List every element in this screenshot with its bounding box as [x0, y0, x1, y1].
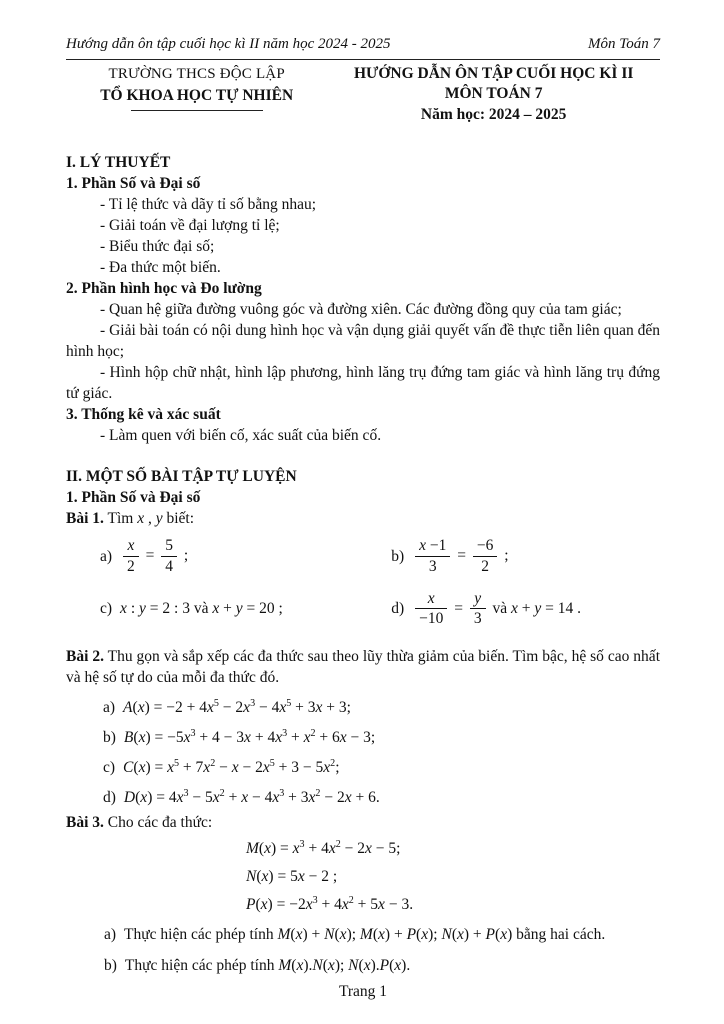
part-label: c) — [103, 759, 116, 777]
part-label: d) — [103, 789, 116, 807]
practice-section — [66, 466, 660, 981]
school-year: Năm học: 2024 – 2025 — [420, 106, 567, 123]
theory-sub3-title: 3. Thống kê và xác suất — [66, 406, 221, 423]
theory-item: - Đa thức một biến. — [100, 259, 221, 276]
exercise-2-intro-text: Thu gọn và sắp xếp các đa thức sau theo lũy thừa giảm của biến. Tìm bậc, hệ số cao nhất và hệ số tự do của mỗi đa thức đó. — [66, 648, 660, 687]
exercise-3-label: Bài 3. — [66, 814, 104, 832]
exercise-3-polynomials — [246, 835, 660, 919]
exercise-1-part-a — [100, 537, 391, 576]
theory-item: - Quan hệ giữa đường vuông góc và đường xiên. Các đường đồng quy của tam giác; — [100, 301, 622, 318]
theory-item: - Làm quen với biến cố, xác suất của biến cố. — [100, 427, 382, 444]
exercise-3-task-b — [66, 950, 660, 981]
task-label: b) — [104, 957, 117, 975]
exercise-3-task-a — [66, 919, 660, 950]
part-formula: $A(x) = -2 + 4x^5 - 2x^3 - 4x^5 + 3x + 3$; — [123, 698, 351, 717]
school-name: TRƯỜNG THCS ĐỘC LẬP — [108, 66, 285, 82]
running-header-left: Hướng dẫn ôn tập cuối học kì II năm học 2024 - 2025 — [66, 36, 391, 52]
exercise-1-label: Bài 1. — [66, 510, 104, 527]
polynomial-m: $M(x) = x^3 + 4x^2 - 2x - 5$; — [246, 839, 401, 858]
part-label: a) — [100, 547, 113, 565]
part-label: b) — [391, 547, 405, 565]
part-label: a) — [103, 699, 116, 717]
school-info-block — [66, 64, 327, 125]
document-header — [66, 64, 660, 125]
exercise-3 — [66, 812, 660, 981]
theory-item: - Biểu thức đại số; — [100, 238, 215, 255]
task-label: a) — [104, 926, 117, 944]
running-header — [66, 34, 660, 60]
document-title-block — [327, 64, 660, 125]
theory-item: - Giải bài toán có nội dung hình học và vận dụng giải quyết vấn đề thực tiễn liên quan đến hình học; — [66, 322, 660, 360]
exercise-2-part-a — [66, 697, 660, 718]
theory-section — [66, 152, 660, 446]
exercise-1-parts — [66, 537, 660, 628]
document-title: HƯỚNG DẪN ÔN TẬP CUỐI HỌC KÌ II — [353, 65, 634, 82]
exercise-2-intro — [66, 646, 660, 688]
exercise-1-intro-text: Tìm x , y biết: — [103, 510, 195, 527]
polynomial-n: N(x) = 5x − 2 ; — [246, 868, 338, 886]
theory-item: - Giải toán về đại lượng tỉ lệ; — [100, 217, 280, 234]
theory-sub1-title: 1. Phần Số và Đại số — [66, 175, 201, 192]
exercise-1-part-d — [391, 590, 660, 629]
part-formula: $D(x) = 4x^3 - 5x^2 + x - 4x^3 + 3x^2 - 2x + 6$. — [123, 788, 380, 807]
part-label: b) — [103, 729, 116, 747]
theory-heading: I. LÝ THUYẾT — [66, 154, 171, 171]
part-formula: x : y = 2 : 3 và x + y = 20 ; — [120, 600, 283, 618]
running-header-right: Môn Toán 7 — [588, 36, 660, 52]
exercise-2-part-b — [66, 727, 660, 748]
part-formula: $\frac{x}{-10}$ = $\frac{y}{3}$ và x + y = 14 . — [412, 590, 581, 629]
page-number: Trang 1 — [338, 983, 388, 1001]
exercise-2-part-c — [66, 757, 660, 778]
exercise-1-part-b — [391, 537, 660, 576]
exercise-2-part-d — [66, 787, 660, 808]
exercise-3-intro — [66, 812, 660, 833]
task-text: Thực hiện các phép tính M(x) + N(x); M(x) + P(x); N(x) + P(x) bằng hai cách. — [124, 926, 606, 944]
polynomial-p: $P(x) = -2x^3 + 4x^2 + 5x - 3$. — [246, 895, 414, 914]
task-text: Thực hiện các phép tính M(x).N(x); N(x).P(x). — [124, 957, 411, 975]
exercise-1-intro — [66, 508, 660, 529]
part-label: c) — [100, 600, 113, 618]
theory-sub2-title: 2. Phần hình học và Đo lường — [66, 280, 262, 297]
header-underline-rule — [131, 110, 263, 111]
exercise-1-part-c — [100, 598, 391, 619]
practice-subheading: 1. Phần Số và Đại số — [66, 489, 201, 506]
exercise-1 — [66, 508, 660, 628]
exercise-2-label: Bài 2. — [66, 648, 104, 666]
document-subject: MÔN TOÁN 7 — [444, 85, 543, 102]
practice-heading: II. MỘT SỐ BÀI TẬP TỰ LUYỆN — [66, 468, 297, 485]
department-name: TỔ KHOA HỌC TỰ NHIÊN — [100, 87, 294, 104]
theory-item: - Hình hộp chữ nhật, hình lập phương, hình lăng trụ đứng tam giác và hình lăng trụ đứng tứ giác. — [66, 364, 660, 402]
exercise-2 — [66, 646, 660, 808]
part-formula: $\frac{x -1}{3}$ = $\frac{-6}{2}$ ; — [412, 537, 508, 576]
theory-item: - Tỉ lệ thức và dãy tỉ số bằng nhau; — [100, 196, 317, 213]
part-formula: $\frac{x}{2}$ = $\frac{5}{4}$ ; — [120, 537, 188, 576]
part-formula: $C(x) = x^5 + 7x^2 - x - 2x^5 + 3 - 5x^2$; — [123, 758, 340, 777]
part-label: d) — [391, 600, 405, 618]
exercise-3-intro-text: Cho các đa thức: — [103, 814, 213, 832]
part-formula: $B(x) = -5x^3 + 4 - 3x + 4x^3 + x^2 + 6x - 3$; — [123, 728, 376, 747]
